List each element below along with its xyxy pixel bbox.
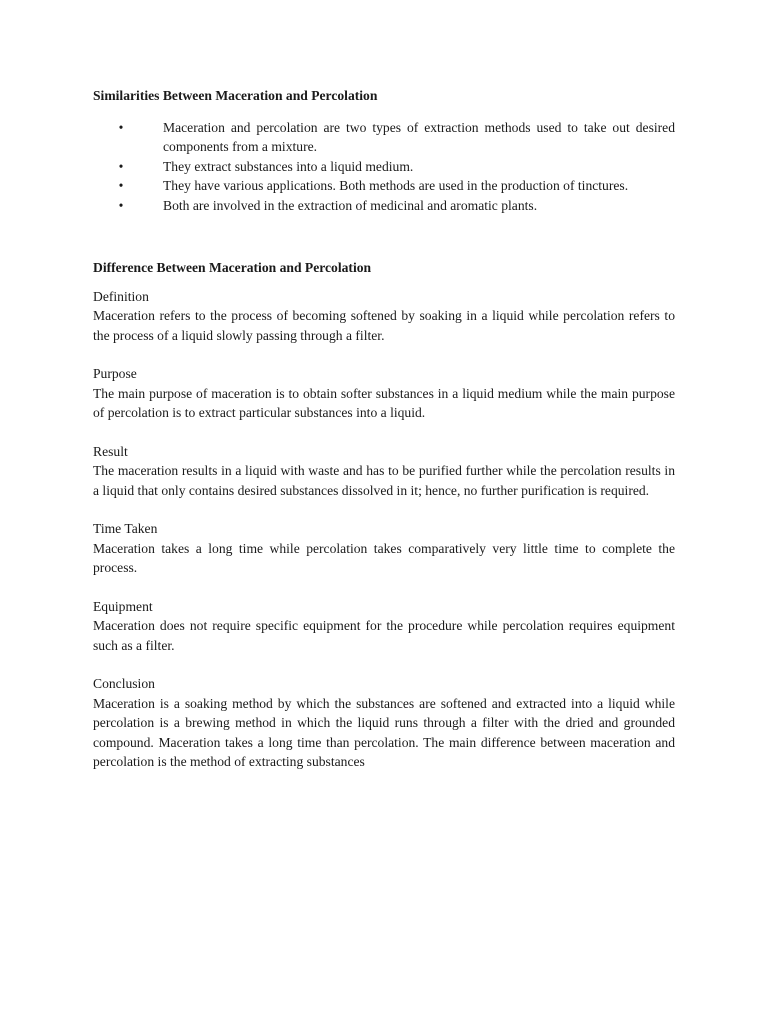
section-title: Time Taken: [93, 521, 158, 536]
bullet-icon: •: [118, 158, 124, 174]
section-text: Maceration does not require specific equipment for the procedure while percolation requires equipment such as a filter.: [93, 618, 675, 653]
section-result: [93, 442, 675, 501]
section-definition: [93, 287, 675, 346]
section-time-taken: [93, 519, 675, 578]
bullet-icon: •: [118, 178, 124, 193]
section-title: Result: [93, 443, 128, 459]
list-item: [93, 176, 675, 196]
section-text: The maceration results in a liquid with waste and has to be purified further while the percolation results in a liquid that only contains desired substances dissolved in it; hence, no further purification is required.: [93, 463, 675, 498]
similarities-heading: Similarities Between Maceration and Percolation: [93, 88, 378, 103]
list-item: [93, 196, 675, 216]
list-item-text: Maceration and percolation are two types of extraction methods used to take out desired components from a mixture.: [163, 119, 675, 154]
section-text: The main purpose of maceration is to obtain softer substances in a liquid medium while the main purpose of percolation is to extract particular substances into a liquid.: [93, 385, 675, 420]
list-item-text: They extract substances into a liquid medium.: [163, 158, 414, 174]
section-text: Maceration refers to the process of becoming softened by soaking in a liquid while percolation refers to the process of a liquid slowly passing through a filter.: [93, 308, 675, 343]
section-title: Definition: [93, 288, 149, 304]
differences-heading: Difference Between Maceration and Percolation: [93, 260, 372, 275]
list-item-text: They have various applications. Both methods are used in the production of tinctures.: [163, 178, 629, 193]
section-purpose: [93, 364, 675, 423]
list-item: [93, 157, 675, 177]
similarities-list: [93, 118, 675, 216]
section-equipment: [93, 597, 675, 656]
section-title: Equipment: [93, 598, 153, 614]
section-title: Purpose: [93, 366, 137, 381]
document-page: [93, 86, 675, 791]
bullet-icon: •: [118, 197, 124, 213]
section-text: Maceration is a soaking method by which the substances are softened and extracted into a liquid while percolation is a brewing method in which the liquid runs through a filter with the dried and grounded compound. Maceration takes a long time than percolation. The main difference between maceration and percolation is the method of extracting substances: [93, 695, 675, 769]
bullet-icon: •: [118, 119, 124, 135]
section-text: Maceration takes a long time while percolation takes comparatively very little time to complete the process.: [93, 540, 675, 575]
section-conclusion: [93, 674, 675, 772]
section-title: Conclusion: [93, 676, 155, 691]
list-item-text: Both are involved in the extraction of medicinal and aromatic plants.: [163, 197, 538, 213]
list-item: [93, 118, 675, 157]
